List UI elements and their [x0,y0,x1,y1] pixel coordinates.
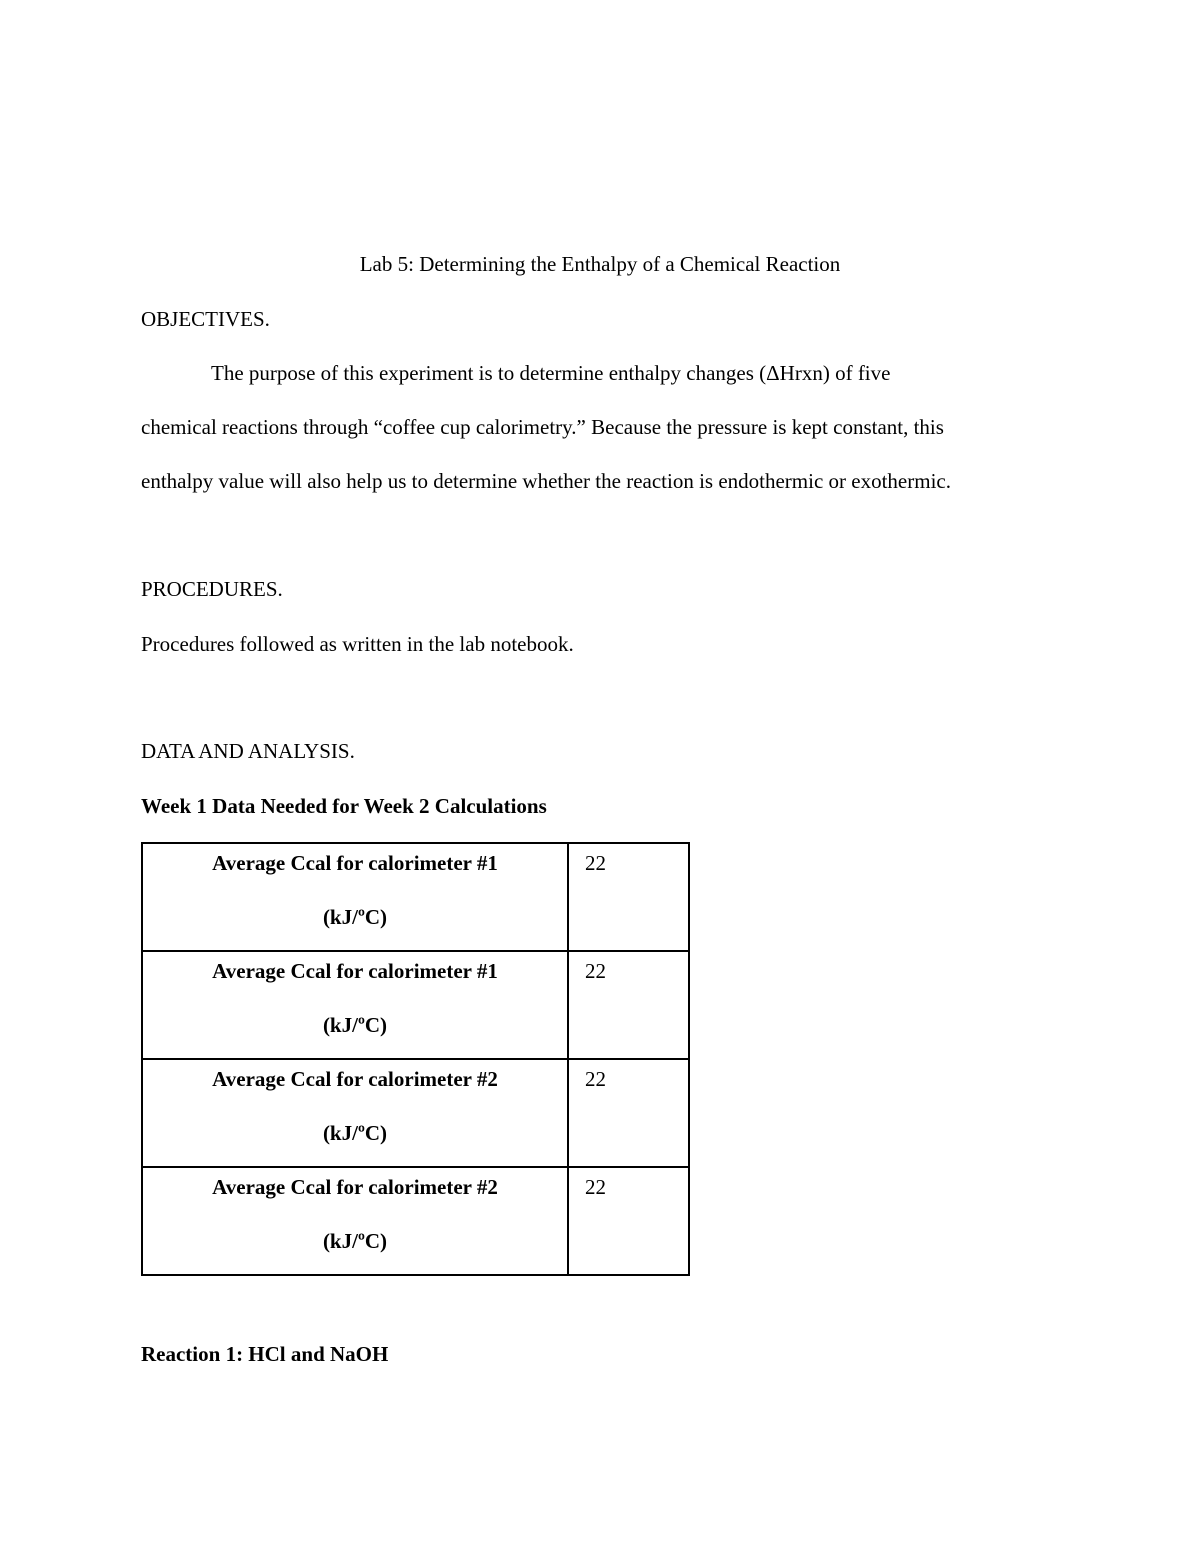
table-value-cell [568,1167,689,1275]
row-label: Average Ccal for calorimeter #2 [212,1067,498,1091]
row-value: 22 [585,959,606,983]
table-label-cell [142,951,568,1059]
row-value: 22 [585,851,606,875]
table-row [142,843,689,951]
row-label: Average Ccal for calorimeter #2 [212,1175,498,1199]
table-value-cell [568,951,689,1059]
week-data-heading: Week 1 Data Needed for Week 2 Calculations [141,794,547,818]
row-value: 22 [585,1067,606,1091]
table-value-cell [568,1059,689,1167]
reaction-1-heading: Reaction 1: HCl and NaOH [141,1342,389,1366]
row-unit: (kJ/ºC) [322,905,388,929]
table-label-cell [142,1167,568,1275]
table-row [142,1167,689,1275]
objectives-heading: OBJECTIVES. [141,307,270,331]
objectives-line-3: enthalpy value will also help us to determine whether the reaction is endothermic or exothermic. [141,469,951,493]
table-row [142,1059,689,1167]
table-value-cell [568,843,689,951]
data-analysis-heading: DATA AND ANALYSIS. [141,739,355,763]
row-label: Average Ccal for calorimeter #1 [212,851,498,875]
objectives-line-2: chemical reactions through “coffee cup calorimetry.” Because the pressure is kept constant, this [141,415,944,439]
table-row [142,951,689,1059]
row-unit: (kJ/ºC) [322,1013,388,1037]
row-unit: (kJ/ºC) [322,1229,388,1253]
procedures-heading: PROCEDURES. [141,577,283,601]
row-unit: (kJ/ºC) [322,1121,388,1145]
table-label-cell [142,843,568,951]
objectives-line-1: The purpose of this experiment is to determine enthalpy changes (ΔHrxn) of five [211,361,891,385]
procedures-text: Procedures followed as written in the lab notebook. [141,632,574,656]
row-value: 22 [585,1175,606,1199]
calorimeter-table [141,842,690,1276]
document-title: Lab 5: Determining the Enthalpy of a Chemical Reaction [359,252,841,276]
table-label-cell [142,1059,568,1167]
row-label: Average Ccal for calorimeter #1 [212,959,498,983]
